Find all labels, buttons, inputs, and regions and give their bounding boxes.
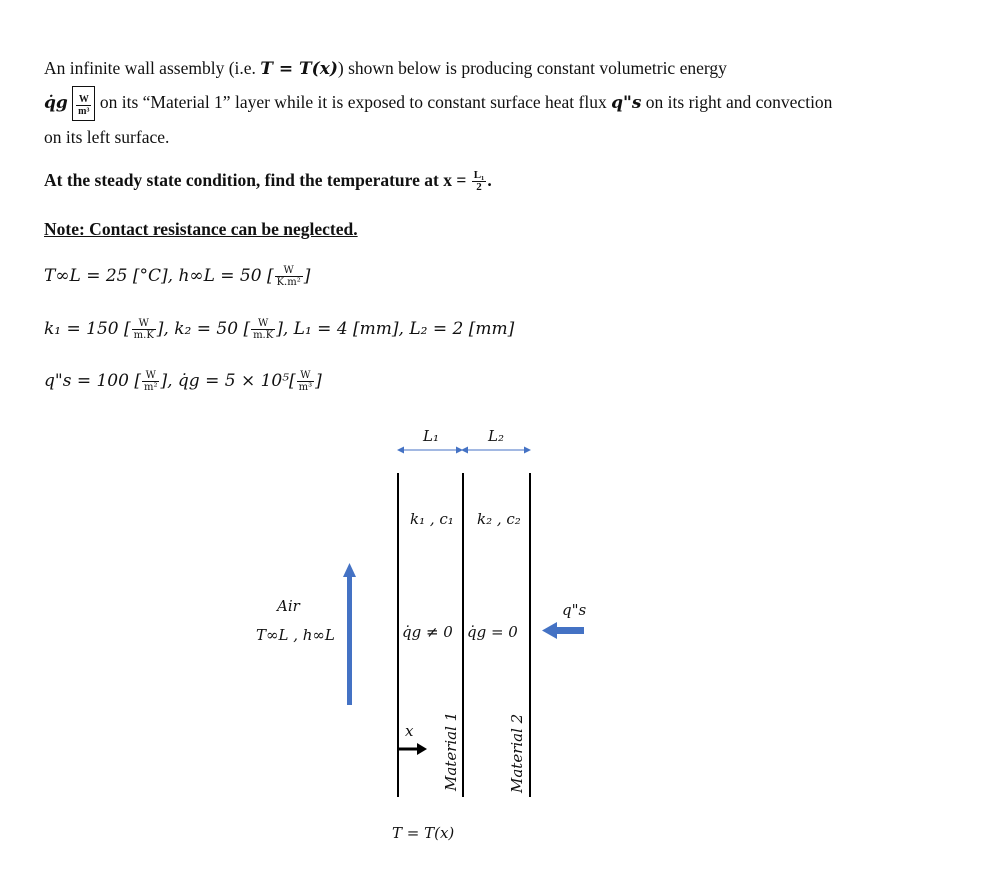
qg-unit-num: W — [76, 94, 91, 106]
material-1-label: Material 1 — [442, 711, 460, 791]
qg-unit-den: m³ — [78, 105, 90, 117]
given-2-num1: W — [132, 318, 156, 330]
x-axis-label: x — [405, 722, 414, 740]
problem-line1-post: ) shown below is producing constant volumetric energy — [337, 58, 727, 78]
given-3c: ] — [315, 371, 322, 391]
given-2c: ], L₁ = 4 [mm], L₂ = 2 [mm] — [276, 319, 515, 339]
problem-line2-post: on its right and convection — [641, 92, 833, 112]
question-text: At the steady state condition, find the temperature at x = — [44, 170, 471, 190]
given-3b: ], q̇g = 5 × 10⁵[ — [160, 371, 296, 391]
problem-equation: T = T(x) — [260, 59, 338, 79]
air-label: Air — [277, 597, 300, 615]
material-2-label: Material 2 — [508, 713, 526, 793]
given-1a: T∞L = 25 [°C], h∞L = 50 [ — [44, 266, 274, 286]
given-2a: k₁ = 150 [ — [44, 319, 131, 339]
given-2-den2: m.K — [253, 330, 274, 341]
diagram-caption: T = T(x) — [392, 824, 455, 842]
given-3-den1: m² — [143, 382, 158, 393]
generation-material-2: q̇g = 0 — [467, 623, 518, 641]
heat-flux-label: q"s — [562, 601, 587, 619]
given-3-num2: W — [297, 370, 315, 382]
question-end: . — [487, 170, 492, 190]
material-1-props: k₁ , c₁ — [410, 510, 454, 528]
label-l2: L₂ — [488, 427, 504, 445]
problem-line1-pre: An infinite wall assembly (i.e. — [44, 58, 261, 78]
heat-flux-arrow-head — [542, 622, 557, 639]
air-flow-arrow-head — [343, 563, 356, 577]
given-3-den2: m³ — [298, 382, 313, 393]
problem-line2: on its “Material 1” layer while it is exposed to constant surface heat flux — [95, 92, 612, 112]
label-l1: L₁ — [423, 427, 439, 445]
air-props: T∞L , h∞L — [256, 626, 335, 644]
given-3-num1: W — [142, 370, 160, 382]
question-frac-den: 2 — [476, 181, 482, 194]
material-2-props: k₂ , c₂ — [477, 510, 521, 528]
given-2b: ], k₂ = 50 [ — [156, 319, 251, 339]
given-1-num: W — [275, 265, 303, 277]
x-axis-arrow-head — [417, 743, 427, 755]
qg-symbol: q̇g — [44, 93, 68, 113]
question-frac-num: L₁ — [473, 169, 485, 182]
qs-symbol: q"s — [611, 93, 642, 113]
given-3a: q"s = 100 [ — [44, 371, 141, 391]
heat-flux-arrow-shaft — [556, 627, 584, 634]
note: Note: Contact resistance can be neglected. — [44, 219, 358, 239]
generation-material-1: q̇g ≠ 0 — [402, 623, 453, 641]
air-flow-arrow-shaft — [347, 575, 352, 705]
problem-line3: on its left surface. — [44, 127, 170, 148]
given-1b: ] — [303, 266, 311, 286]
given-2-den1: m.K — [133, 330, 154, 341]
given-2-num2: W — [251, 318, 275, 330]
given-1-den: K.m² — [276, 277, 301, 288]
